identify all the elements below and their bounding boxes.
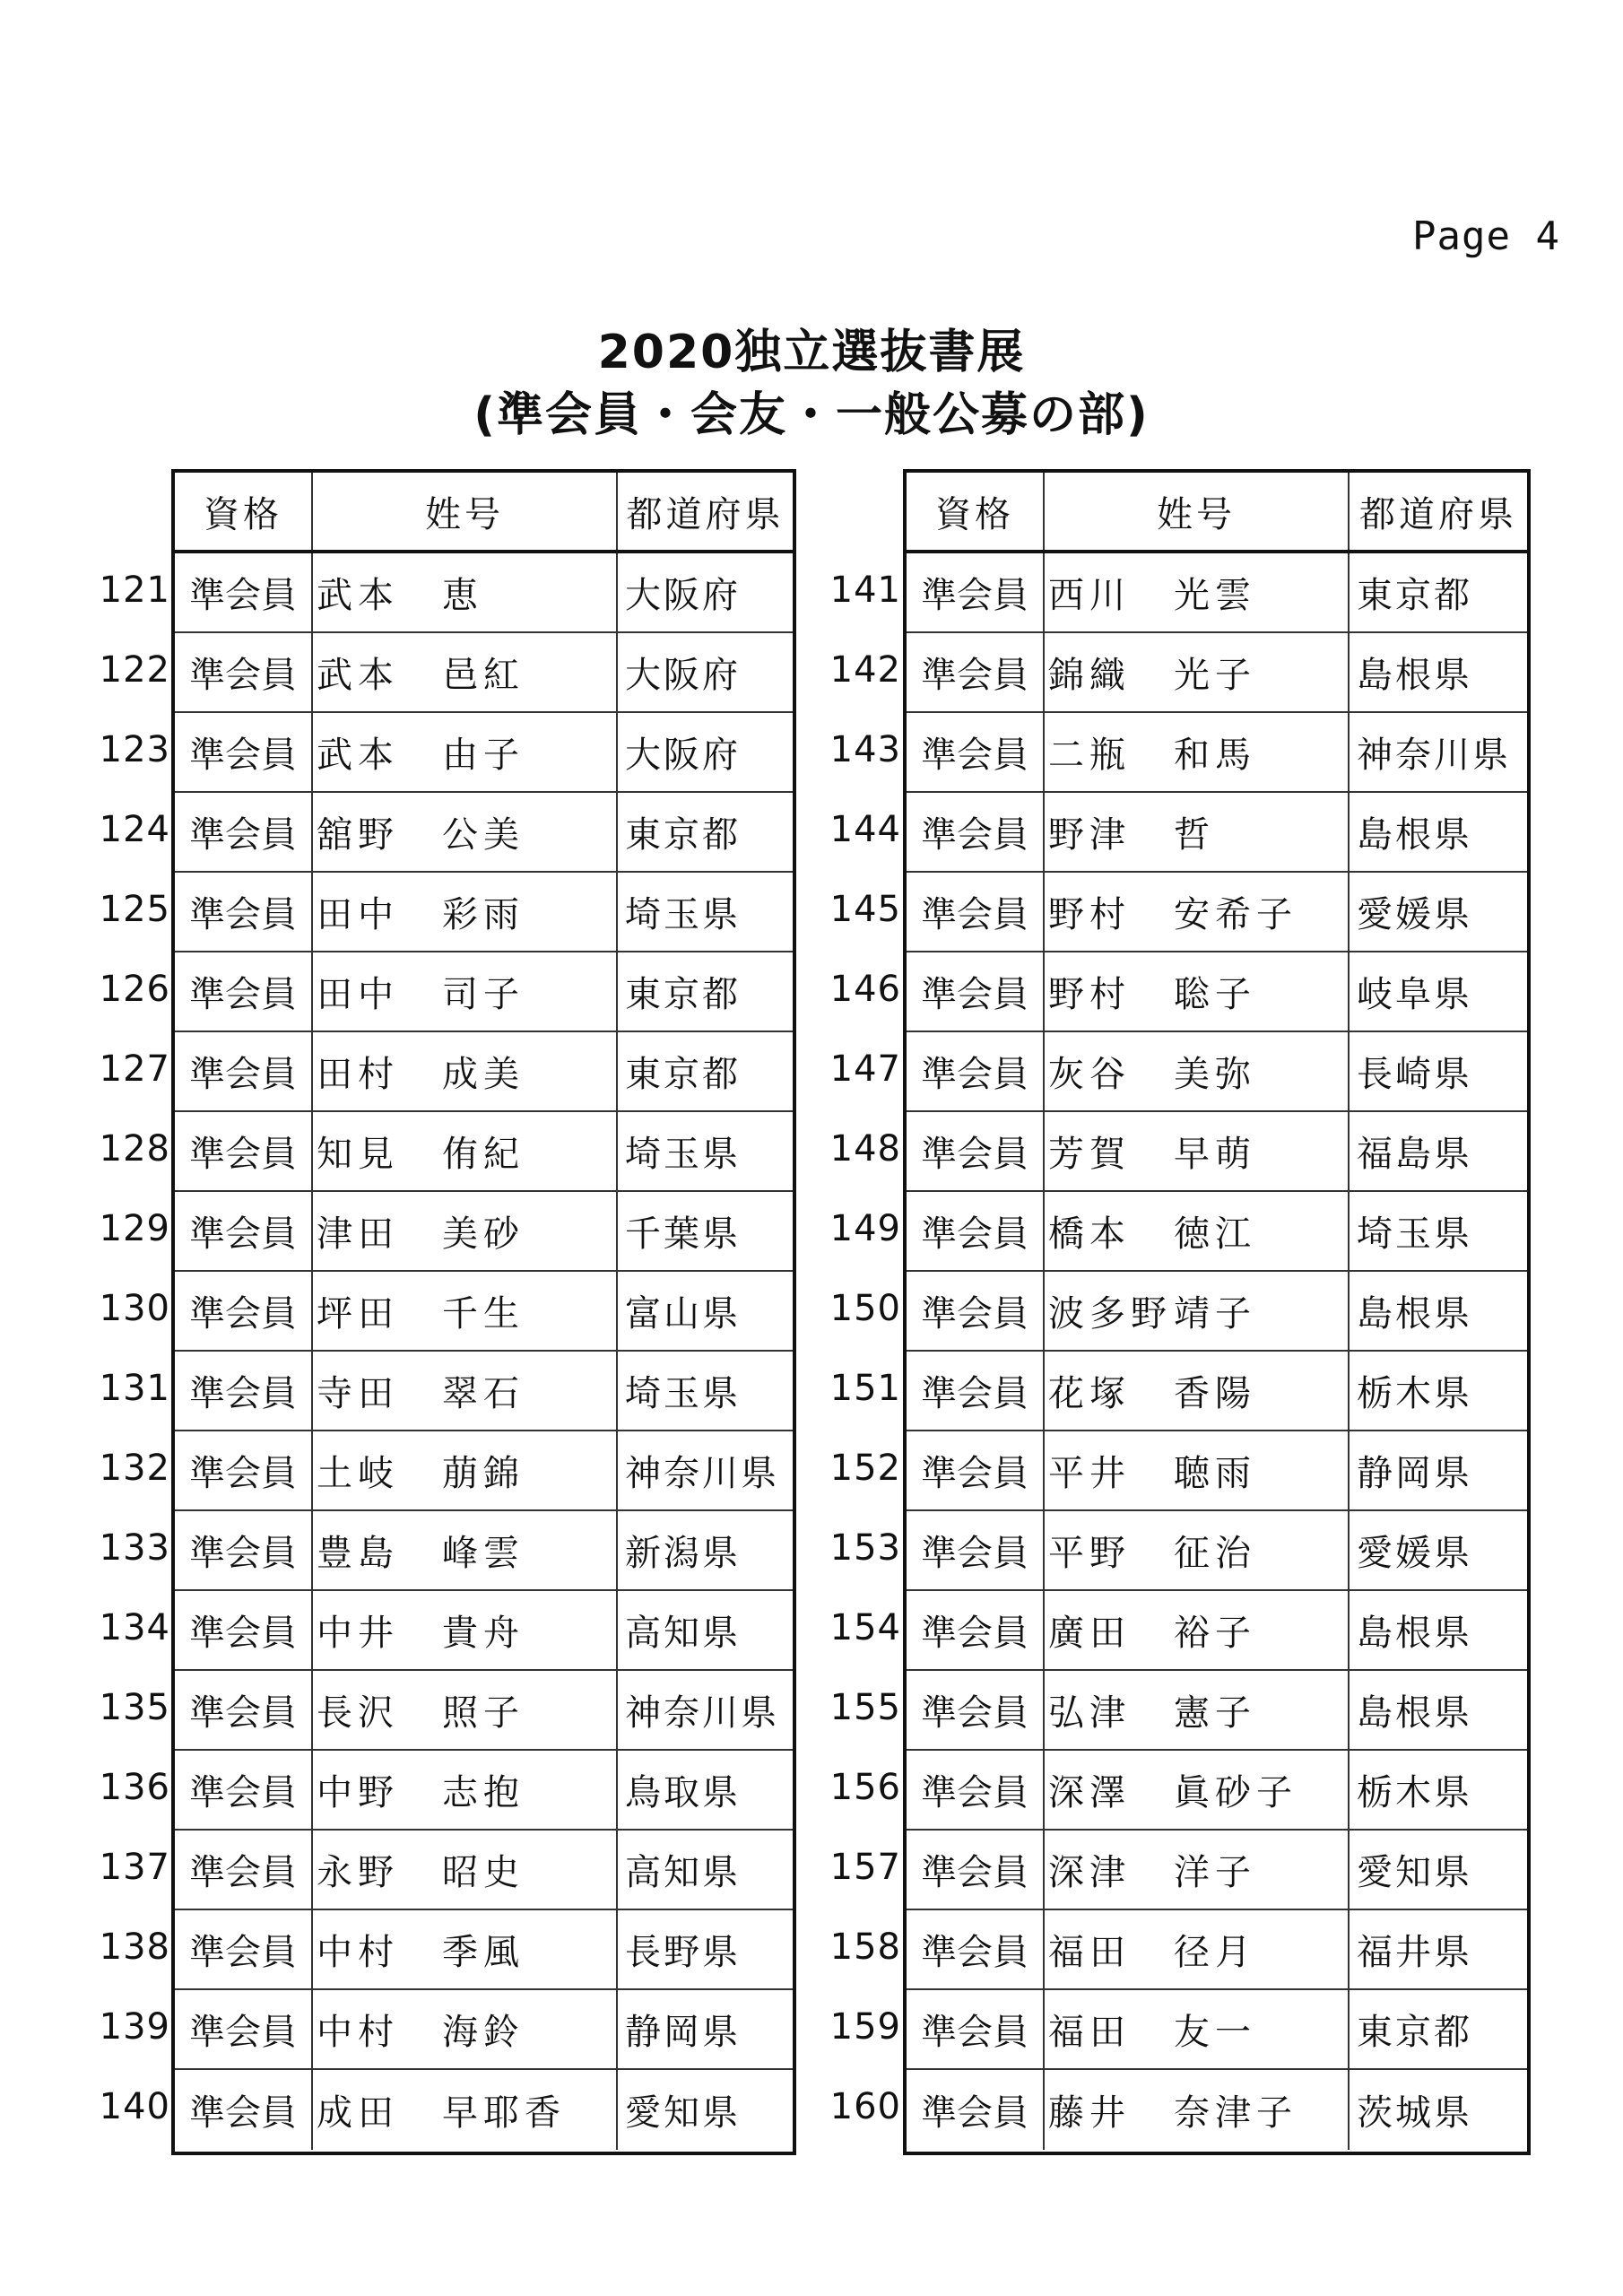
name-cell — [1045, 1990, 1350, 2068]
name-cell — [1045, 633, 1350, 711]
row-number: 127 — [99, 1048, 170, 1090]
qualification-cell: 準会員 — [175, 1990, 313, 2068]
name-cell — [313, 1751, 618, 1829]
given-name: 美砂 — [442, 1213, 525, 1255]
surname: 灰谷 — [1048, 1054, 1131, 1095]
qualification-cell: 準会員 — [907, 1032, 1045, 1110]
name-cell — [313, 873, 618, 951]
prefecture-cell: 島根県 — [1357, 814, 1472, 856]
surname: 知見 — [317, 1134, 399, 1175]
table-row — [907, 1591, 1527, 1671]
given-name: 海鈴 — [442, 2012, 525, 2053]
row-number: 141 — [829, 569, 901, 611]
qualification-cell: 準会員 — [175, 633, 313, 711]
given-name: 成美 — [442, 1054, 525, 1095]
table-row — [907, 1990, 1527, 2070]
qualification-cell: 準会員 — [907, 1352, 1045, 1430]
row-number: 146 — [829, 968, 901, 1010]
given-name: 憲子 — [1174, 1692, 1256, 1734]
given-name: 司子 — [442, 974, 525, 1015]
qualification-cell: 準会員 — [175, 553, 313, 631]
table-row — [175, 1032, 793, 1112]
table-row — [175, 1192, 793, 1272]
given-name: 翠石 — [442, 1373, 525, 1414]
table-row — [175, 1910, 793, 1990]
surname: 武本 — [317, 735, 399, 776]
name-cell — [313, 1511, 618, 1589]
table-row — [175, 1511, 793, 1591]
prefecture-cell: 島根県 — [1357, 655, 1472, 696]
qualification-cell: 準会員 — [907, 713, 1045, 791]
table-row — [907, 1431, 1527, 1511]
table-header-row — [907, 473, 1527, 553]
table-row — [175, 1831, 793, 1910]
given-name: 奈津子 — [1174, 2092, 1298, 2134]
name-cell — [313, 713, 618, 791]
row-number: 121 — [99, 569, 170, 611]
row-number: 122 — [99, 648, 170, 691]
row-number: 137 — [99, 1846, 170, 1888]
row-number: 128 — [99, 1127, 170, 1170]
row-number: 152 — [829, 1447, 901, 1489]
surname: 土岐 — [317, 1453, 399, 1494]
row-number: 144 — [829, 808, 901, 850]
table-row — [907, 553, 1527, 633]
prefecture-cell: 島根県 — [1357, 1613, 1472, 1654]
given-name: 美弥 — [1174, 1054, 1256, 1095]
qualification-cell: 準会員 — [907, 1671, 1045, 1749]
table-row — [175, 873, 793, 952]
surname: 中村 — [317, 1932, 399, 1973]
row-number: 134 — [99, 1606, 170, 1648]
row-number: 153 — [829, 1526, 901, 1569]
given-name: 洋子 — [1174, 1852, 1256, 1893]
name-cell — [1045, 1112, 1350, 1190]
header-name: 姓号 — [1045, 473, 1350, 550]
prefecture-cell: 静岡県 — [1357, 1453, 1472, 1494]
prefecture-cell: 愛媛県 — [1357, 894, 1472, 935]
surname: 野村 — [1048, 894, 1131, 935]
name-cell — [1045, 1831, 1350, 1909]
qualification-cell: 準会員 — [175, 1511, 313, 1589]
qualification-cell: 準会員 — [175, 793, 313, 871]
prefecture-cell: 埼玉県 — [1357, 1213, 1472, 1255]
name-cell — [313, 1591, 618, 1669]
surname: 二瓶 — [1048, 735, 1131, 776]
surname: 長沢 — [317, 1692, 399, 1734]
prefecture-cell: 高知県 — [625, 1613, 741, 1654]
surname: 西川 — [1048, 575, 1131, 616]
name-cell — [1045, 2070, 1350, 2150]
table-row — [175, 1431, 793, 1511]
prefecture-cell: 富山県 — [625, 1293, 741, 1335]
row-number: 149 — [829, 1207, 901, 1249]
given-name: 径月 — [1174, 1932, 1256, 1973]
row-number: 138 — [99, 1926, 170, 1968]
given-name: 萠錦 — [442, 1453, 525, 1494]
surname: 田村 — [317, 1054, 399, 1095]
row-number: 135 — [99, 1686, 170, 1728]
row-number: 147 — [829, 1048, 901, 1090]
given-name: 和馬 — [1174, 735, 1256, 776]
table-row — [175, 1352, 793, 1431]
prefecture-cell: 新潟県 — [625, 1533, 741, 1574]
prefecture-cell: 埼玉県 — [625, 1373, 741, 1414]
name-cell — [313, 1352, 618, 1430]
row-number: 123 — [99, 728, 170, 770]
name-cell — [1045, 713, 1350, 791]
table-row — [907, 873, 1527, 952]
prefecture-cell: 岐阜県 — [1357, 974, 1472, 1015]
qualification-cell: 準会員 — [175, 1352, 313, 1430]
prefecture-cell: 愛知県 — [1357, 1852, 1472, 1893]
prefecture-cell: 鳥取県 — [625, 1772, 741, 1813]
row-number: 156 — [829, 1766, 901, 1808]
prefecture-cell: 島根県 — [1357, 1692, 1472, 1734]
qualification-cell: 準会員 — [907, 1431, 1045, 1509]
table-row — [907, 793, 1527, 873]
entrant-table-left — [171, 469, 796, 2155]
qualification-cell: 準会員 — [175, 873, 313, 951]
header-name: 姓号 — [313, 473, 618, 550]
surname: 福田 — [1048, 2012, 1131, 2053]
given-name: 由子 — [442, 735, 525, 776]
prefecture-cell: 福井県 — [1357, 1932, 1472, 1973]
prefecture-cell: 愛知県 — [625, 2092, 741, 2134]
given-name: 香陽 — [1174, 1373, 1256, 1414]
row-numbers-right — [803, 550, 901, 2146]
row-number: 136 — [99, 1766, 170, 1808]
surname: 中村 — [317, 2012, 399, 2053]
name-cell — [1045, 793, 1350, 871]
row-numbers-left — [72, 550, 170, 2146]
surname: 田中 — [317, 894, 399, 935]
name-cell — [313, 1990, 618, 2068]
row-number: 150 — [829, 1287, 901, 1329]
prefecture-cell: 長野県 — [625, 1932, 741, 1973]
given-name: 裕子 — [1174, 1613, 1256, 1654]
qualification-cell: 準会員 — [907, 1511, 1045, 1589]
name-cell — [1045, 1272, 1350, 1350]
name-cell — [1045, 1910, 1350, 1988]
table-row — [175, 793, 793, 873]
page-number: Page 4 — [1412, 213, 1560, 259]
table-row — [175, 1990, 793, 2070]
given-name: 峰雲 — [442, 1533, 525, 1574]
document-title: 2020独立選抜書展 — [597, 326, 1026, 379]
qualification-cell: 準会員 — [175, 1910, 313, 1988]
surname: 錦織 — [1048, 655, 1131, 696]
table-row — [175, 2070, 793, 2150]
name-cell — [1045, 1431, 1350, 1509]
qualification-cell: 準会員 — [175, 1591, 313, 1669]
prefecture-cell: 東京都 — [1357, 2012, 1472, 2053]
given-name: 千生 — [442, 1293, 525, 1335]
prefecture-cell: 東京都 — [625, 814, 741, 856]
surname: 花塚 — [1048, 1373, 1131, 1414]
name-cell — [313, 1272, 618, 1350]
given-name: 照子 — [442, 1692, 525, 1734]
name-cell — [313, 633, 618, 711]
qualification-cell: 準会員 — [175, 1032, 313, 1110]
qualification-cell: 準会員 — [907, 1192, 1045, 1270]
table-header-row — [175, 473, 793, 553]
given-name: 光雲 — [1174, 575, 1256, 616]
header-prefecture: 都道府県 — [1359, 493, 1517, 535]
prefecture-cell: 大阪府 — [625, 735, 741, 776]
name-cell — [1045, 873, 1350, 951]
surname: 福田 — [1048, 1932, 1131, 1973]
table-row — [907, 2070, 1527, 2150]
name-cell — [313, 1910, 618, 1988]
qualification-cell: 準会員 — [907, 633, 1045, 711]
table-row — [175, 553, 793, 633]
name-cell — [1045, 1352, 1350, 1430]
name-cell — [313, 2070, 618, 2150]
row-number: 129 — [99, 1207, 170, 1249]
qualification-cell: 準会員 — [907, 1831, 1045, 1909]
surname: 中井 — [317, 1613, 399, 1654]
surname: 中野 — [317, 1772, 399, 1813]
table-row — [175, 1112, 793, 1192]
name-cell — [313, 553, 618, 631]
qualification-cell: 準会員 — [907, 553, 1045, 631]
surname: 深津 — [1048, 1852, 1131, 1893]
given-name: 恵 — [442, 575, 483, 616]
name-cell — [313, 1192, 618, 1270]
surname: 成田 — [317, 2092, 399, 2134]
name-cell — [1045, 1591, 1350, 1669]
row-number: 142 — [829, 648, 901, 691]
name-cell — [1045, 1751, 1350, 1829]
name-cell — [313, 1431, 618, 1509]
table-row — [175, 1671, 793, 1751]
surname: 田中 — [317, 974, 399, 1015]
surname: 深澤 — [1048, 1772, 1131, 1813]
given-name: 聡子 — [1174, 974, 1256, 1015]
prefecture-cell: 大阪府 — [625, 575, 741, 616]
table-row — [907, 633, 1527, 713]
name-cell — [313, 1831, 618, 1909]
given-name: 昭史 — [442, 1852, 525, 1893]
row-number: 126 — [99, 968, 170, 1010]
qualification-cell: 準会員 — [175, 1751, 313, 1829]
given-name: 徳江 — [1174, 1213, 1256, 1255]
name-cell — [313, 1671, 618, 1749]
row-number: 159 — [829, 2005, 901, 2048]
prefecture-cell: 栃木県 — [1357, 1373, 1472, 1414]
surname: 野津 — [1048, 814, 1131, 856]
row-number: 139 — [99, 2005, 170, 2048]
qualification-cell: 準会員 — [175, 2070, 313, 2150]
given-name: 邑紅 — [442, 655, 525, 696]
prefecture-cell: 福島県 — [1357, 1134, 1472, 1175]
name-cell — [1045, 1192, 1350, 1270]
prefecture-cell: 神奈川県 — [1357, 735, 1511, 776]
table-row — [175, 1272, 793, 1352]
table-row — [907, 1511, 1527, 1591]
qualification-cell: 準会員 — [175, 1112, 313, 1190]
given-name: 早萌 — [1174, 1134, 1256, 1175]
qualification-cell: 準会員 — [175, 1831, 313, 1909]
surname: 寺田 — [317, 1373, 399, 1414]
surname: 藤井 — [1048, 2092, 1131, 2134]
surname: 武本 — [317, 655, 399, 696]
qualification-cell: 準会員 — [907, 1751, 1045, 1829]
table-row — [907, 1751, 1527, 1831]
prefecture-cell: 埼玉県 — [625, 1134, 741, 1175]
qualification-cell: 準会員 — [907, 1272, 1045, 1350]
prefecture-cell: 東京都 — [625, 1054, 741, 1095]
table-row — [907, 1192, 1527, 1272]
prefecture-cell: 神奈川県 — [625, 1692, 779, 1734]
prefecture-cell: 愛媛県 — [1357, 1533, 1472, 1574]
row-number: 143 — [829, 728, 901, 770]
given-name: 眞砂子 — [1174, 1772, 1298, 1813]
qualification-cell: 準会員 — [907, 873, 1045, 951]
surname: 芳賀 — [1048, 1134, 1131, 1175]
row-number: 131 — [99, 1367, 170, 1409]
given-name: 早耶香 — [442, 2092, 566, 2134]
qualification-cell: 準会員 — [175, 1272, 313, 1350]
table-row — [907, 1112, 1527, 1192]
given-name: 靖子 — [1174, 1293, 1256, 1335]
prefecture-cell: 東京都 — [625, 974, 741, 1015]
qualification-cell: 準会員 — [175, 1192, 313, 1270]
row-number: 148 — [829, 1127, 901, 1170]
surname: 橋本 — [1048, 1213, 1131, 1255]
name-cell — [313, 1032, 618, 1110]
surname: 豊島 — [317, 1533, 399, 1574]
row-number: 133 — [99, 1526, 170, 1569]
qualification-cell: 準会員 — [175, 1671, 313, 1749]
qualification-cell: 準会員 — [907, 1990, 1045, 2068]
row-number: 151 — [829, 1367, 901, 1409]
prefecture-cell: 島根県 — [1357, 1293, 1472, 1335]
qualification-cell: 準会員 — [907, 1910, 1045, 1988]
table-row — [907, 1032, 1527, 1112]
qualification-cell: 準会員 — [907, 793, 1045, 871]
row-number: 158 — [829, 1926, 901, 1968]
given-name: 彩雨 — [442, 894, 525, 935]
given-name: 季風 — [442, 1932, 525, 1973]
surname: 平井 — [1048, 1453, 1131, 1494]
row-number: 130 — [99, 1287, 170, 1329]
table-row — [175, 1591, 793, 1671]
surname: 津田 — [317, 1213, 399, 1255]
given-name: 侑紀 — [442, 1134, 525, 1175]
table-row — [175, 952, 793, 1032]
prefecture-cell: 神奈川県 — [625, 1453, 779, 1494]
table-row — [907, 1352, 1527, 1431]
surname: 武本 — [317, 575, 399, 616]
given-name: 志抱 — [442, 1772, 525, 1813]
qualification-cell: 準会員 — [175, 952, 313, 1031]
given-name: 征治 — [1174, 1533, 1256, 1574]
name-cell — [313, 1112, 618, 1190]
given-name: 哲 — [1174, 814, 1215, 856]
prefecture-cell: 長崎県 — [1357, 1054, 1472, 1095]
row-number: 160 — [829, 2085, 901, 2127]
row-number: 155 — [829, 1686, 901, 1728]
prefecture-cell: 埼玉県 — [625, 894, 741, 935]
given-name: 友一 — [1174, 2012, 1256, 2053]
qualification-cell: 準会員 — [907, 1112, 1045, 1190]
table-row — [907, 952, 1527, 1032]
surname: 平野 — [1048, 1533, 1131, 1574]
qualification-cell: 準会員 — [907, 952, 1045, 1031]
prefecture-cell: 千葉県 — [625, 1213, 741, 1255]
row-number: 154 — [829, 1606, 901, 1648]
name-cell — [313, 952, 618, 1031]
qualification-cell: 準会員 — [175, 1431, 313, 1509]
given-name: 光子 — [1174, 655, 1256, 696]
table-row — [175, 1751, 793, 1831]
document-subtitle: (準会員・会友・一般公募の部) — [473, 388, 1150, 442]
row-number: 145 — [829, 888, 901, 930]
surname: 舘野 — [317, 814, 399, 856]
surname: 廣田 — [1048, 1613, 1131, 1654]
name-cell — [1045, 952, 1350, 1031]
given-name: 貴舟 — [442, 1613, 525, 1654]
qualification-cell: 準会員 — [907, 1591, 1045, 1669]
table-row — [907, 1910, 1527, 1990]
row-number: 140 — [99, 2085, 170, 2127]
header-qualification: 資格 — [175, 473, 313, 550]
table-row — [907, 1671, 1527, 1751]
row-number: 124 — [99, 808, 170, 850]
name-cell — [1045, 553, 1350, 631]
table-row — [175, 713, 793, 793]
surname: 野村 — [1048, 974, 1131, 1015]
surname: 坪田 — [317, 1293, 399, 1335]
prefecture-cell: 茨城県 — [1357, 2092, 1472, 2134]
table-row — [907, 1831, 1527, 1910]
qualification-cell: 準会員 — [907, 2070, 1045, 2150]
table-row — [907, 1272, 1527, 1352]
row-number: 157 — [829, 1846, 901, 1888]
surname: 永野 — [317, 1852, 399, 1893]
row-number: 132 — [99, 1447, 170, 1489]
given-name: 安希子 — [1174, 894, 1298, 935]
prefecture-cell: 大阪府 — [625, 655, 741, 696]
table-row — [907, 713, 1527, 793]
header-qualification: 資格 — [907, 473, 1045, 550]
prefecture-cell: 栃木県 — [1357, 1772, 1472, 1813]
prefecture-cell: 静岡県 — [625, 2012, 741, 2053]
table-row — [175, 633, 793, 713]
name-cell — [1045, 1511, 1350, 1589]
surname: 波多野 — [1048, 1293, 1172, 1335]
name-cell — [1045, 1032, 1350, 1110]
header-prefecture: 都道府県 — [626, 493, 785, 535]
surname: 弘津 — [1048, 1692, 1131, 1734]
entrant-table-right — [903, 469, 1531, 2155]
given-name: 公美 — [442, 814, 525, 856]
given-name: 聴雨 — [1174, 1453, 1256, 1494]
qualification-cell: 準会員 — [175, 713, 313, 791]
name-cell — [1045, 1671, 1350, 1749]
row-number: 125 — [99, 888, 170, 930]
prefecture-cell: 高知県 — [625, 1852, 741, 1893]
prefecture-cell: 東京都 — [1357, 575, 1472, 616]
name-cell — [313, 793, 618, 871]
